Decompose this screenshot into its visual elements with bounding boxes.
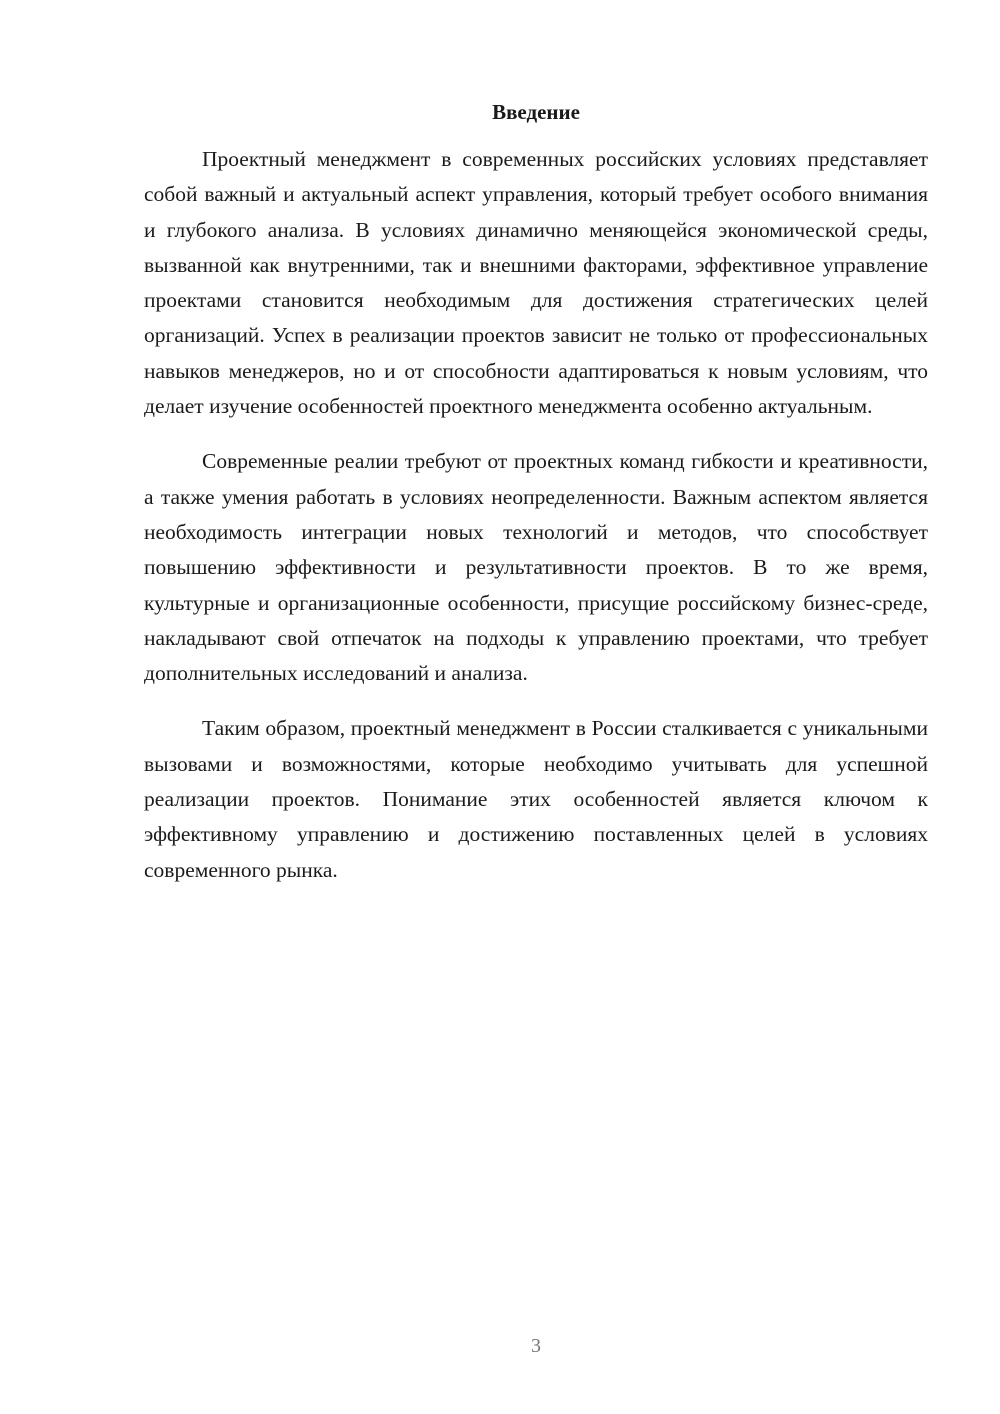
paragraph-2: Современные реалии требуют от проектных команд гибкости и креативности, а также умения работать в условиях неопределенности. Важным аспектом является необходимость интеграции новых технологий и методов, что способствует повышению эффективности и результативности проектов. В то же время, культурные и организационные особенности, присущие российскому бизнес-среде, накладывают свой отпечаток на подходы к управлению проектами, что требует дополнительных исследований и анализа. (144, 449, 928, 686)
page-number: 3 (531, 1335, 541, 1357)
section-title: Введение (492, 100, 580, 124)
paragraph-3: Таким образом, проектный менеджмент в России сталкивается с уникальными вызовами и возможностями, которые необходимо учитывать для успешной реализации проектов. Понимание этих особенностей является ключом к эффективному управлению и достижению поставленных целей в условиях современного рынка. (144, 716, 928, 882)
paragraph-1: Проектный менеджмент в современных российских условиях представляет собой важный и актуальный аспект управления, который требует особого внимания и глубокого анализа. В условиях динамично меняющейся экономической среды, вызванной как внутренними, так и внешними факторами, эффективное управление проектами становится необходимым для достижения стратегических целей организаций. Успех в реализации проектов зависит не только от профессиональных навыков менеджеров, но и от способности адаптироваться к новым условиям, что делает изучение особенностей проектного менеджмента особенно актуальным. (144, 147, 928, 419)
body-text (144, 142, 928, 908)
